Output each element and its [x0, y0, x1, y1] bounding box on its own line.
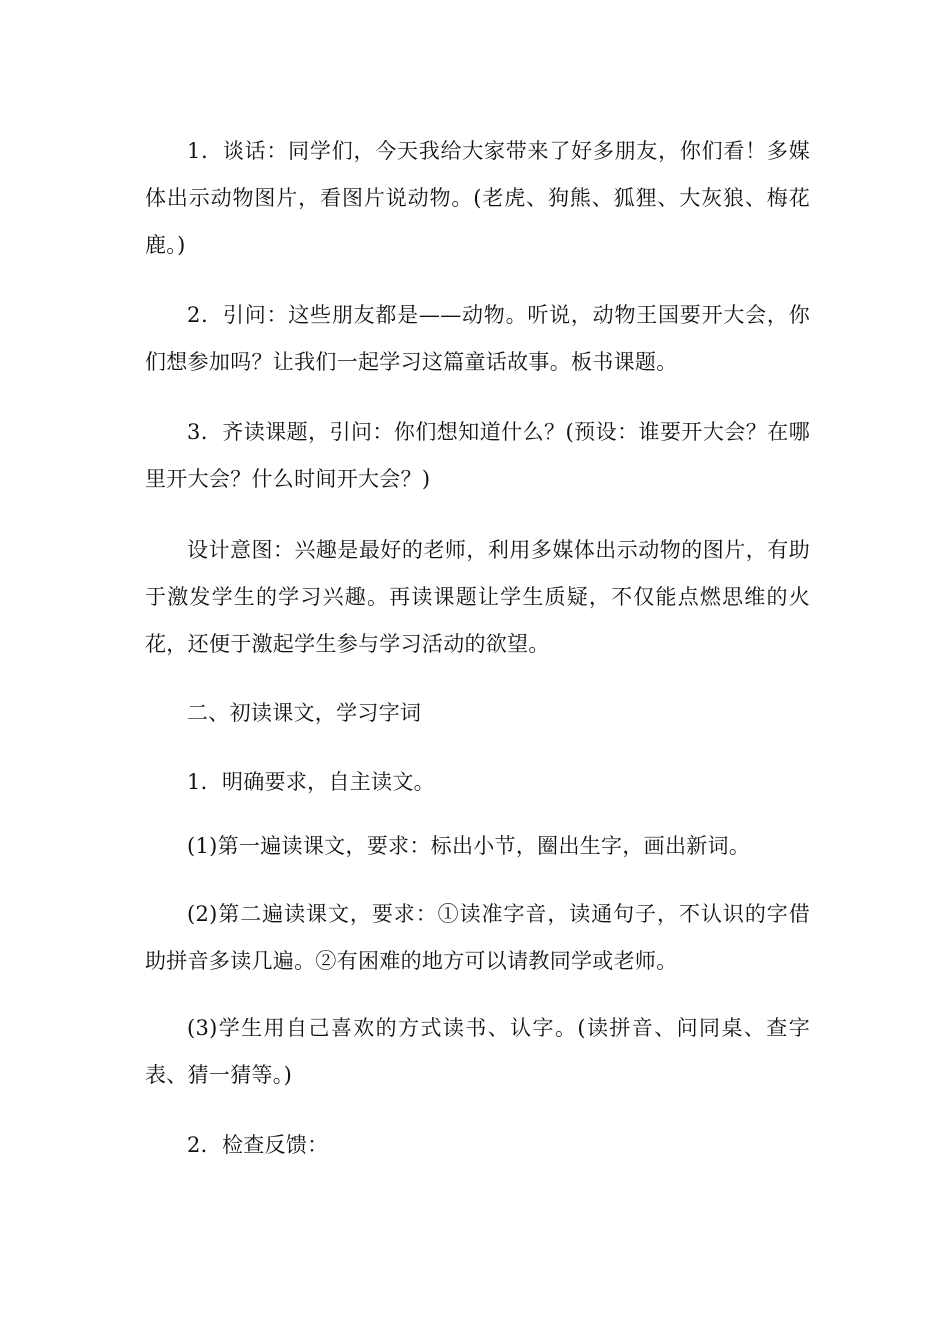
paragraph-design-intent: 设计意图：兴趣是最好的老师，利用多媒体出示动物的图片，有助于激发学生的学习兴趣。再读课题让学生质疑，不仅能点燃思维的火花，还便于激起学生参与学习活动的欲望。	[145, 538, 810, 656]
paragraph-read-title: 3．齐读课题，引问：你们想知道什么？(预设：谁要开大会？在哪里开大会？什么时间开大会？)	[145, 420, 810, 491]
paragraph-question: 2．引问：这些朋友都是——动物。听说，动物王国要开大会，你们想参加吗？让我们一起学习这篇童话故事。板书课题。	[145, 303, 810, 374]
section-heading: 二、初读课文，学习字词	[187, 701, 422, 725]
paragraph-self-study: (3)学生用自己喜欢的方式读书、认字。(读拼音、问同桌、查字表、猜一猜等。)	[145, 1016, 810, 1087]
paragraph-requirements: 1．明确要求，自主读文。	[187, 770, 435, 794]
paragraph-intro-talk: 1．谈话：同学们，今天我给大家带来了好多朋友，你们看！多媒体出示动物图片，看图片说动物。(老虎、狗熊、狐狸、大灰狼、梅花鹿。)	[145, 139, 810, 257]
paragraph-feedback: 2．检查反馈：	[187, 1133, 329, 1157]
paragraph-second-reading: (2)第二遍读课文，要求：①读准字音，读通句子，不认识的字借助拼音多读几遍。②有困难的地方可以请教同学或老师。	[145, 902, 810, 973]
paragraph-first-reading: (1)第一遍读课文，要求：标出小节，圈出生字，画出新词。	[187, 834, 751, 858]
